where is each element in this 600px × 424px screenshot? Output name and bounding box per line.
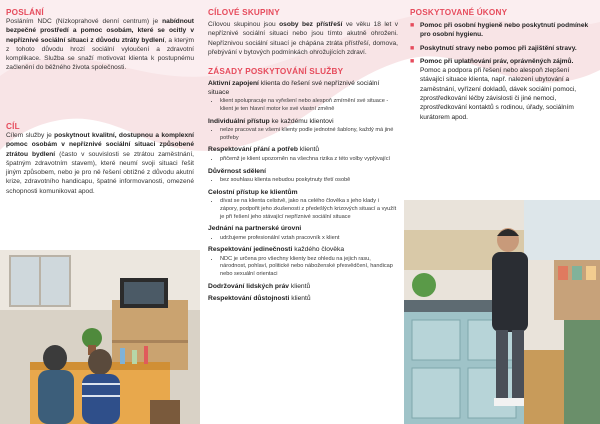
- principle-title: [208, 80, 398, 97]
- poslani-text-1: Posláním NDC (Nízkoprahové denní centrum) je: [6, 18, 163, 25]
- poslani-title: POSLÁNÍ: [6, 8, 44, 17]
- cilove-title: CÍLOVÉ SKUPINY: [208, 8, 280, 17]
- principle-title: [208, 168, 398, 177]
- principle-title-bold: Aktivní zapojení: [208, 80, 259, 88]
- section-poslani: [6, 8, 194, 114]
- principle-title-rest: klientů: [297, 146, 320, 154]
- principle-sublist: [208, 156, 398, 164]
- cilove-text-2: ve věku 18 let v nepříznivé sociální situaci nebo jsou tímto akutně ohroženi. Nepříznivou sociální situací je chápána ztráta přístřeší, domova, přebývání v bytových podmínkách ohrožujících zdraví.: [208, 21, 398, 56]
- principle-subitem: • nelze pracovat se všemi klienty podle jednotné šablony, každý má jiné potřeby: [220, 127, 398, 142]
- cil-text-2: (často v souvislosti se ztrátou zaměstnání, špatným zdravotním stavem), které neumí svoji situaci řešit jiným způsobem, nebo je pro ně řešení obtížné z důvodu akutní krize, zdravotního handicapu, špatné informovanosti, omezené schopnosti komunikovat apod.: [6, 150, 194, 195]
- column-middle: [200, 0, 404, 424]
- principle-sublist: [208, 235, 398, 243]
- principle-title-bold: Dodržování lidských práv: [208, 282, 290, 290]
- principle-title: [208, 246, 398, 255]
- poslani-text: [6, 17, 194, 73]
- cil-title: CÍL: [6, 122, 20, 131]
- principle-title: [208, 146, 398, 155]
- principle-sublist: [208, 98, 398, 113]
- square-bullet-icon: ■: [410, 57, 415, 65]
- principle-item: [208, 146, 398, 163]
- principle-title: [208, 225, 398, 234]
- ukon-item: [410, 57, 594, 122]
- principle-subitem: • bez souhlasu klienta nebudou poskytnuty třetí osobě: [220, 177, 398, 185]
- principle-title-rest: klientů: [289, 295, 311, 303]
- principle-item: [208, 295, 398, 304]
- principle-sublist: [208, 127, 398, 142]
- photo-day-room: [0, 250, 200, 424]
- ukon-item: [410, 21, 594, 40]
- principle-title: [208, 118, 398, 127]
- principle-title: [208, 295, 398, 304]
- principle-title-bold: Individuální přístup: [208, 117, 270, 125]
- principle-title: [208, 189, 398, 198]
- principle-title: [208, 283, 398, 292]
- ukon-text-bold: Poskytnutí stravy nebo pomoc při zajištění stravy.: [420, 44, 577, 52]
- cilove-text-1: Cílovou skupinou jsou: [208, 21, 280, 28]
- principle-item: [208, 283, 398, 292]
- principle-sublist: [208, 177, 398, 185]
- ukon-item: [410, 44, 594, 53]
- ukon-text-rest: Pomoc a podpora při řešení nebo alespoň zlepšení stávající situace klienta, např. nalezení ubytování a zaměstnání, vyřízení dokladů, dávek sociální pomoci, zprostředkování léčby závislosti či jiné nemoci, zprostředkování kontaktů s rodinou, úřady, sociálním kurátorem apod.: [420, 67, 577, 121]
- principle-title-rest: každého člověka: [292, 246, 345, 254]
- ukony-list: [410, 21, 594, 122]
- ukon-text-bold: Pomoc při uplatňování práv, oprávněných zájmů.: [420, 57, 574, 65]
- principle-title-bold: Respektování přání a potřeb: [208, 146, 298, 154]
- zasady-title: ZÁSADY POSKYTOVÁNÍ SLUŽBY: [208, 67, 344, 77]
- principle-item: [208, 168, 398, 185]
- ukon-text: [420, 44, 577, 53]
- principle-title-bold: Celostní přístup ke klientům: [208, 188, 298, 196]
- principle-subitem: • NDC je určena pro všechny klienty bez ohledu na jejich rasu, národnost, pohlaví, politické nebo náboženské přesvědčení, handicap nebo sexuální orientaci: [220, 256, 398, 279]
- principle-title-bold: Respektování jedinečnosti: [208, 246, 293, 254]
- principle-title-bold: Respektování důstojnosti: [208, 295, 290, 303]
- poslani-text-bold: nabídnout bezpečné prostředí a pomoc osobám, které se ocitly v nepříznivé sociální situaci z důvodu ztráty bydlení: [6, 18, 194, 44]
- principle-subitem: • dívat se na klienta celistvě, jako na celého člověka s jeho klady i zápory, podpořit jeho zkušenosti z předešlých krizových situací a využít je při řešení jeho stávající nepříznivé sociální situace: [220, 198, 398, 221]
- square-bullet-icon: ■: [410, 22, 415, 29]
- section-zasady: [208, 67, 398, 304]
- principle-item: [208, 189, 398, 221]
- principle-item: [208, 80, 398, 113]
- principle-title-rest: ke každému klientovi: [269, 117, 334, 125]
- square-bullet-icon: ■: [410, 44, 415, 52]
- principle-title-bold: Důvěrnost sdělení: [208, 167, 266, 175]
- principle-title-rest: klientů: [289, 282, 311, 290]
- ukon-text: [420, 21, 594, 40]
- principle-subitem: • udržujeme profesionální vztah pracovník x klient: [220, 235, 398, 243]
- principle-item: [208, 246, 398, 278]
- principle-subitem: • přičemž je klient upozorněn na všechna rizika z této volby vyplývající: [220, 156, 398, 164]
- section-cil: [6, 122, 194, 262]
- principle-title-rest: klienta do řešení své nepříznivé sociální situace: [208, 80, 380, 96]
- cilove-text-bold: osoby bez přístřeší: [279, 21, 343, 28]
- cil-text: [6, 131, 194, 196]
- principle-subitem: • klient spolupracuje na vyřešení nebo alespoň zmírnění své situace - klient je ten hlavní motor ke své vlastní změně: [220, 98, 398, 113]
- cil-text-1: Cílem služby je: [6, 132, 55, 139]
- cil-text-bold: poskytnout kvalitní, dostupnou a komplexní pomoc osobám v nepříznivé sociální situaci způsobené ztrátou bydlení: [6, 132, 194, 158]
- principle-title-bold: Jednání na partnerské úrovni: [208, 225, 302, 233]
- principle-item: [208, 118, 398, 143]
- ukon-text: [420, 57, 594, 122]
- cilove-text: [208, 20, 398, 57]
- section-cilove-skupiny: [208, 8, 398, 57]
- principle-item: [208, 225, 398, 242]
- principle-sublist: [208, 256, 398, 279]
- photo-kitchen: [404, 200, 600, 424]
- principle-sublist: [208, 198, 398, 221]
- zasady-list: [208, 80, 398, 304]
- ukony-title: POSKYTOVANÉ ÚKONY: [410, 8, 508, 17]
- poslani-text-2: , a kterým z tohoto důvodu hrozí sociální vyloučení a zdravotní komplikace. Služba se snaží motivovat klienta k postupnému začlenění do běžného života společnosti.: [6, 36, 194, 72]
- ukon-text-bold: Pomoc při osobní hygieně nebo poskytnutí podmínek pro osobní hygienu.: [420, 22, 589, 39]
